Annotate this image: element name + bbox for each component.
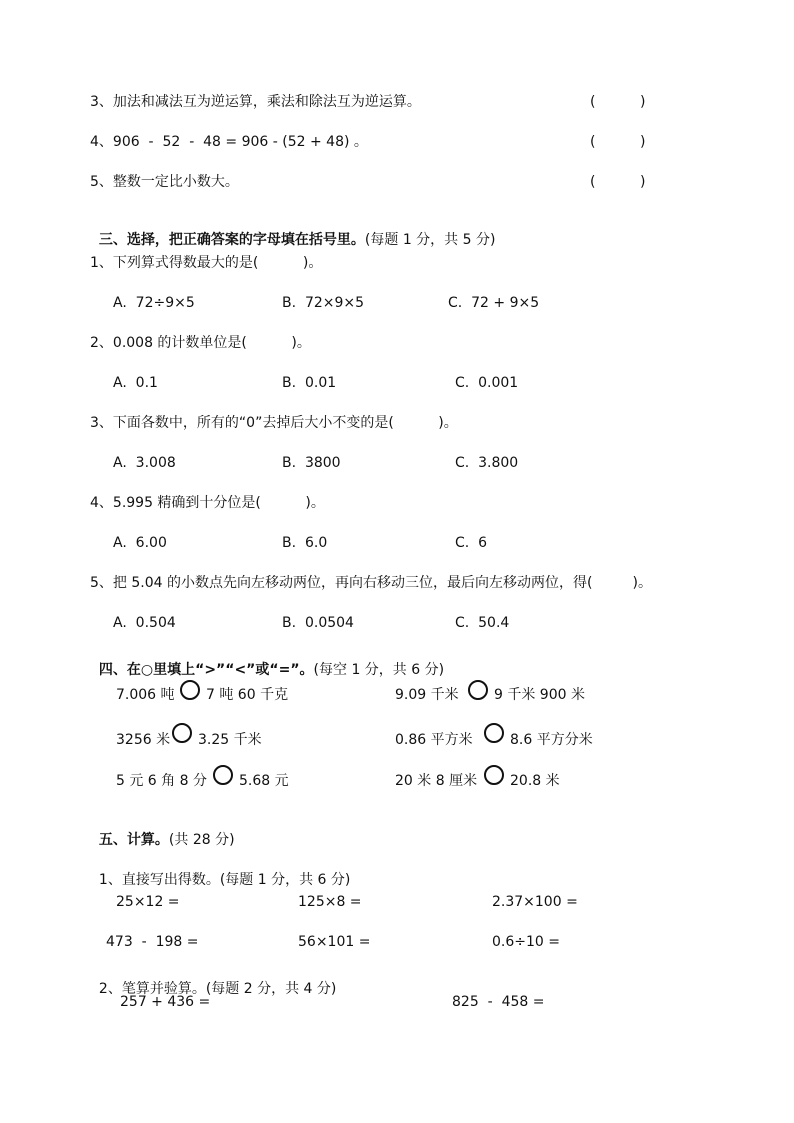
s4-r3-right-a: 20 米 8 厘米 [395,773,478,789]
section4-heading [90,643,444,679]
section4-title: 四、在○里填上“>”“<”或“=”。 [98,662,314,678]
compare-circle[interactable] [180,680,200,700]
s3-q4-option-b[interactable]: B. 6.0 [282,535,328,551]
s5-sub2-note: (每题 2 分，共 4 分) [205,981,337,997]
s5-sub1-heading [90,853,350,889]
s3-question-5: 5、把 5.04 的小数点先向左移动两位，再向右移动三位，最后向左移动两位，得( )。 [90,575,652,591]
tf-answer-paren-5[interactable]: ( ) [590,174,646,190]
s4-r2-left-a: 3256 米 [116,732,171,748]
s3-q3-option-b[interactable]: B. 3800 [282,455,341,471]
s3-q2-option-a[interactable]: A. 0.1 [113,375,158,391]
compare-circle[interactable] [468,680,488,700]
calc-item: 825 - 458 = [452,994,545,1010]
s3-q4-option-c[interactable]: C. 6 [455,535,488,551]
section3-heading [90,213,495,249]
tf-item-4: 4、906 - 52 - 48 = 906 - (52 + 48) 。 [90,134,368,150]
s4-r1-left-a: 7.006 吨 [116,687,175,703]
section5-heading [90,813,235,849]
calc-item: 0.6÷10 = [492,934,560,950]
tf-answer-paren-4[interactable]: ( ) [590,134,646,150]
s5-sub1-note: (每题 1 分，共 6 分) [219,872,351,888]
s5-sub1-title: 1、直接写出得数。 [98,872,220,888]
s4-r2-right-b: 8.6 平方分米 [510,732,593,748]
compare-circle[interactable] [213,765,233,785]
s3-q5-option-c[interactable]: C. 50.4 [455,615,510,631]
calc-item: 2.37×100 = [492,894,578,910]
tf-item-3: 3、加法和减法互为逆运算，乘法和除法互为逆运算。 [90,94,421,110]
s4-r3-left-b: 5.68 元 [239,773,289,789]
s3-question-3: 3、下面各数中，所有的“0”去掉后大小不变的是( )。 [90,415,458,431]
section3-title: 三、选择，把正确答案的字母填在括号里。 [98,232,365,248]
s4-r1-right-a: 9.09 千米 [395,687,459,703]
s4-r3-left-a: 5 元 6 角 8 分 [116,773,207,789]
s4-r3-right-b: 20.8 米 [510,773,560,789]
calc-item: 56×101 = [298,934,371,950]
s3-q5-option-a[interactable]: A. 0.504 [113,615,176,631]
s5-sub2-title: 2、笔算并验算。 [98,981,206,997]
s3-q2-option-b[interactable]: B. 0.01 [282,375,337,391]
s3-q1-option-c[interactable]: C. 72 + 9×5 [448,295,540,311]
s3-q4-option-a[interactable]: A. 6.00 [113,535,167,551]
section3-note: (每题 1 分，共 5 分) [364,232,496,248]
section5-note: (共 28 分) [168,832,235,848]
s3-q1-option-b[interactable]: B. 72×9×5 [282,295,365,311]
s3-q3-option-a[interactable]: A. 3.008 [113,455,176,471]
s3-question-2: 2、0.008 的计数单位是( )。 [90,335,311,351]
s3-question-4: 4、5.995 精确到十分位是( )。 [90,495,325,511]
calc-item: 257 + 436 = [120,994,211,1010]
tf-item-5: 5、整数一定比小数大。 [90,174,239,190]
s3-question-1: 1、下列算式得数最大的是( )。 [90,255,323,271]
s4-r2-right-a: 0.86 平方米 [395,732,473,748]
tf-answer-paren-3[interactable]: ( ) [590,94,646,110]
calc-item: 473 - 198 = [106,934,199,950]
s4-r1-left-b: 7 吨 60 千克 [206,687,289,703]
compare-circle[interactable] [484,765,504,785]
s3-q2-option-c[interactable]: C. 0.001 [455,375,519,391]
s3-q5-option-b[interactable]: B. 0.0504 [282,615,354,631]
calc-item: 25×12 = [116,894,180,910]
compare-circle[interactable] [172,723,192,743]
compare-circle[interactable] [484,723,504,743]
section5-title: 五、计算。 [98,832,169,848]
section4-note: (每空 1 分，共 6 分) [313,662,445,678]
calc-item: 125×8 = [298,894,362,910]
s4-r2-left-b: 3.25 千米 [198,732,262,748]
s3-q3-option-c[interactable]: C. 3.800 [455,455,519,471]
s4-r1-right-b: 9 千米 900 米 [494,687,585,703]
s3-q1-option-a[interactable]: A. 72÷9×5 [113,295,195,311]
